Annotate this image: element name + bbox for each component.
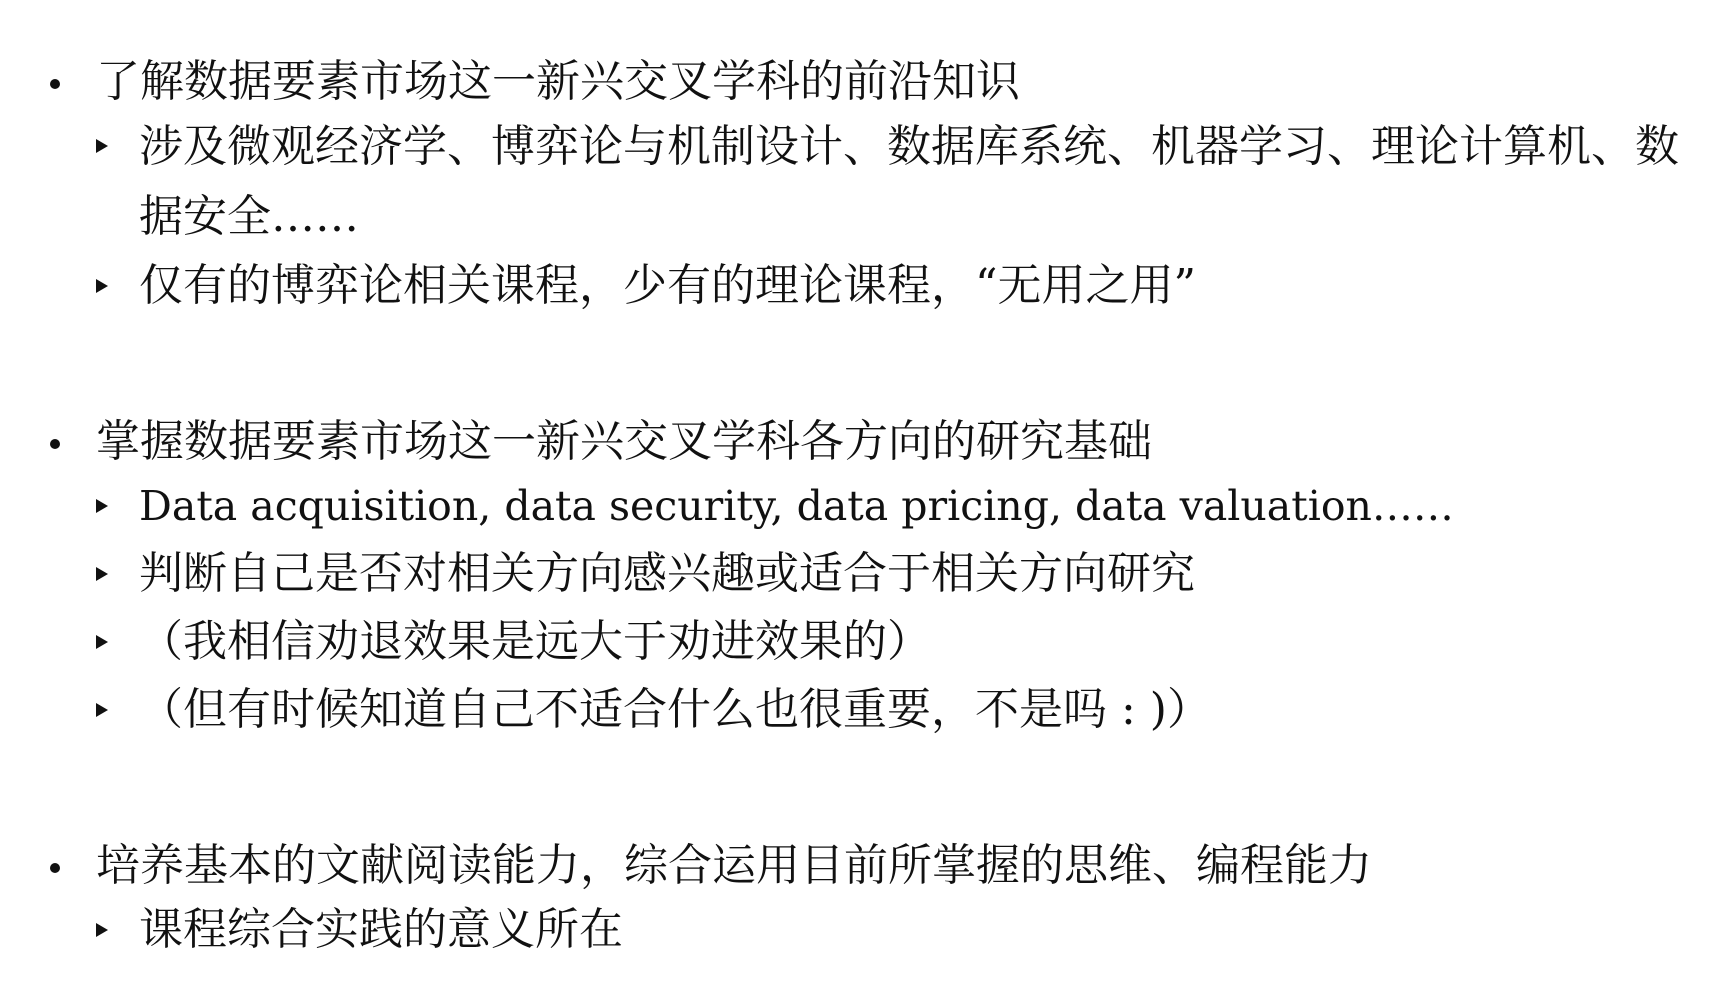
- triangle-bullet-icon: [96, 499, 108, 513]
- sub-bullet-list: [0, 472, 1720, 744]
- sub-bullet-text: 判断自己是否对相关方向感兴趣或适合于相关方向研究: [139, 548, 1195, 599]
- bullet-dot-icon: [50, 863, 60, 873]
- sub-bullet-item: [0, 608, 1720, 676]
- section-frontier-knowledge: [0, 52, 1720, 320]
- sub-bullet-item: [0, 472, 1720, 540]
- section-heading: 培养基本的文献阅读能力，综合运用目前所掌握的思维、编程能力: [96, 840, 1372, 891]
- section-heading: 掌握数据要素市场这一新兴交叉学科各方向的研究基础: [96, 416, 1152, 467]
- sub-bullet-item: [0, 676, 1720, 744]
- top-level-bullet-item: [0, 412, 1720, 472]
- sub-bullet-item: [0, 252, 1720, 320]
- section-research-foundation: [0, 412, 1720, 744]
- sub-bullet-text: （但有时候知道自己不适合什么也很重要，不是吗 : )）: [139, 684, 1211, 735]
- top-level-bullet-item: [0, 52, 1720, 112]
- bullet-dot-icon: [50, 439, 60, 449]
- sub-bullet-text: 课程综合实践的意义所在: [139, 904, 623, 955]
- triangle-bullet-icon: [96, 279, 108, 293]
- sub-bullet-list: [0, 112, 1720, 320]
- sub-bullet-text: 涉及微观经济学、博弈论与机制设计、数据库系统、机器学习、理论计算机、数据安全……: [139, 121, 1679, 242]
- sub-bullet-text: Data acquisition, data security, data pricing, data valuation……: [139, 482, 1454, 530]
- sub-bullet-item: [0, 540, 1720, 608]
- sub-bullet-list: [0, 896, 1720, 964]
- section-heading: 了解数据要素市场这一新兴交叉学科的前沿知识: [96, 56, 1020, 107]
- sub-bullet-text: （我相信劝退效果是远大于劝进效果的）: [139, 616, 931, 667]
- sub-bullet-text: 仅有的博弈论相关课程，少有的理论课程，“无用之用”: [139, 260, 1196, 311]
- sub-bullet-item: [0, 896, 1720, 964]
- triangle-bullet-icon: [96, 139, 108, 153]
- triangle-bullet-icon: [96, 635, 108, 649]
- bullet-dot-icon: [50, 79, 60, 89]
- section-reading-ability: [0, 836, 1720, 964]
- top-level-bullet-item: [0, 836, 1720, 896]
- triangle-bullet-icon: [96, 567, 108, 581]
- triangle-bullet-icon: [96, 923, 108, 937]
- triangle-bullet-icon: [96, 703, 108, 717]
- sub-bullet-item: [0, 112, 1719, 252]
